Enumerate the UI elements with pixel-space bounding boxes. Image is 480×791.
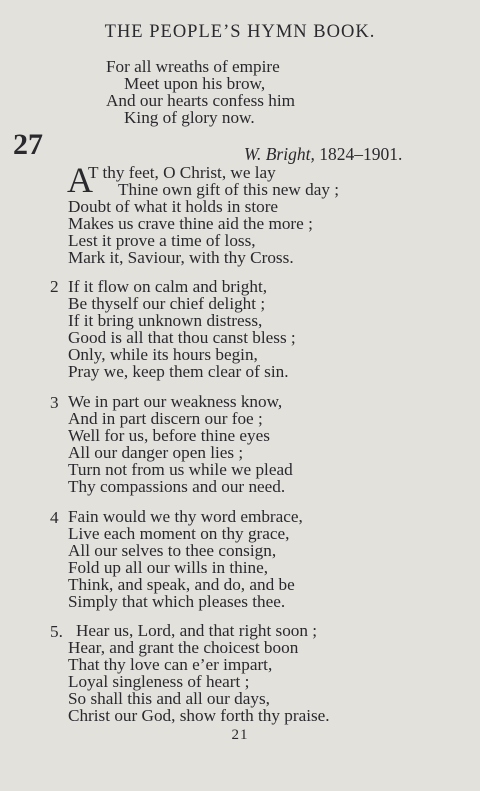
verse-line: All our selves to thee consign,	[68, 541, 277, 560]
verse-line: Thine own gift of this new day ;	[118, 180, 340, 199]
verse-line: And in part discern our foe ;	[68, 409, 263, 428]
verse-line: Be thyself our chief delight ;	[68, 294, 266, 313]
verse-line: Good is all that thou canst bless ;	[68, 328, 296, 347]
verse-line: Hear, and grant the choicest boon	[68, 638, 299, 657]
verse-line: Pray we, keep them clear of sin.	[68, 362, 289, 381]
verse-line: Fain would we thy word embrace,	[68, 507, 303, 526]
verse-line: All our danger open lies ;	[68, 443, 244, 462]
verse-line: T thy feet, O Christ, we lay	[88, 163, 276, 182]
stanza-number: 4	[50, 508, 59, 527]
verse-line: Makes us crave thine aid the more ;	[68, 214, 313, 233]
verse-line: So shall this and all our days,	[68, 689, 270, 708]
author-dates: 1824–1901.	[319, 144, 403, 164]
author-attribution	[244, 144, 402, 165]
stanza-number: 5.	[50, 622, 63, 641]
stanza-number: 3	[50, 393, 59, 412]
verse-line: If it bring unknown distress,	[68, 311, 263, 330]
verse-line: If it flow on calm and bright,	[68, 277, 268, 296]
stanza-number: 2	[50, 277, 59, 296]
hymn-number: 27	[13, 128, 43, 161]
verse-line: Only, while its hours begin,	[68, 345, 258, 364]
verse-line: Live each moment on thy grace,	[68, 524, 290, 543]
verse-line: Thy compassions and our need.	[68, 477, 286, 496]
verse-line: King of glory now.	[124, 108, 255, 127]
verse-line: Fold up all our wills in thine,	[68, 558, 269, 577]
verse-line: Simply that which pleases thee.	[68, 592, 286, 611]
verse-line: Doubt of what it holds in store	[68, 197, 279, 216]
verse-line: Meet upon his brow,	[124, 74, 266, 93]
verse-line: Loyal singleness of heart ;	[68, 672, 250, 691]
verse-line: Turn not from us while we plead	[68, 460, 293, 479]
drop-cap: A	[67, 160, 93, 200]
verse-line: Think, and speak, and do, and be	[68, 575, 295, 594]
verse-line: Hear us, Lord, and that right soon ;	[76, 621, 318, 640]
running-header: THE PEOPLE’S HYMN BOOK.	[104, 22, 376, 42]
verse-line: That thy love can e’er impart,	[68, 655, 273, 674]
verse-line: Mark it, Saviour, with thy Cross.	[68, 248, 294, 267]
verse-line: We in part our weakness know,	[68, 392, 283, 411]
verse-line: For all wreaths of empire	[106, 57, 280, 76]
page-number: 21	[231, 727, 249, 743]
verse-line: Christ our God, show forth thy praise.	[68, 706, 330, 725]
verse-line: Lest it prove a time of loss,	[68, 231, 256, 250]
verse-line: And our hearts confess him	[106, 91, 296, 110]
author-name: W. Bright,	[244, 144, 315, 164]
verse-line: Well for us, before thine eyes	[68, 426, 270, 445]
